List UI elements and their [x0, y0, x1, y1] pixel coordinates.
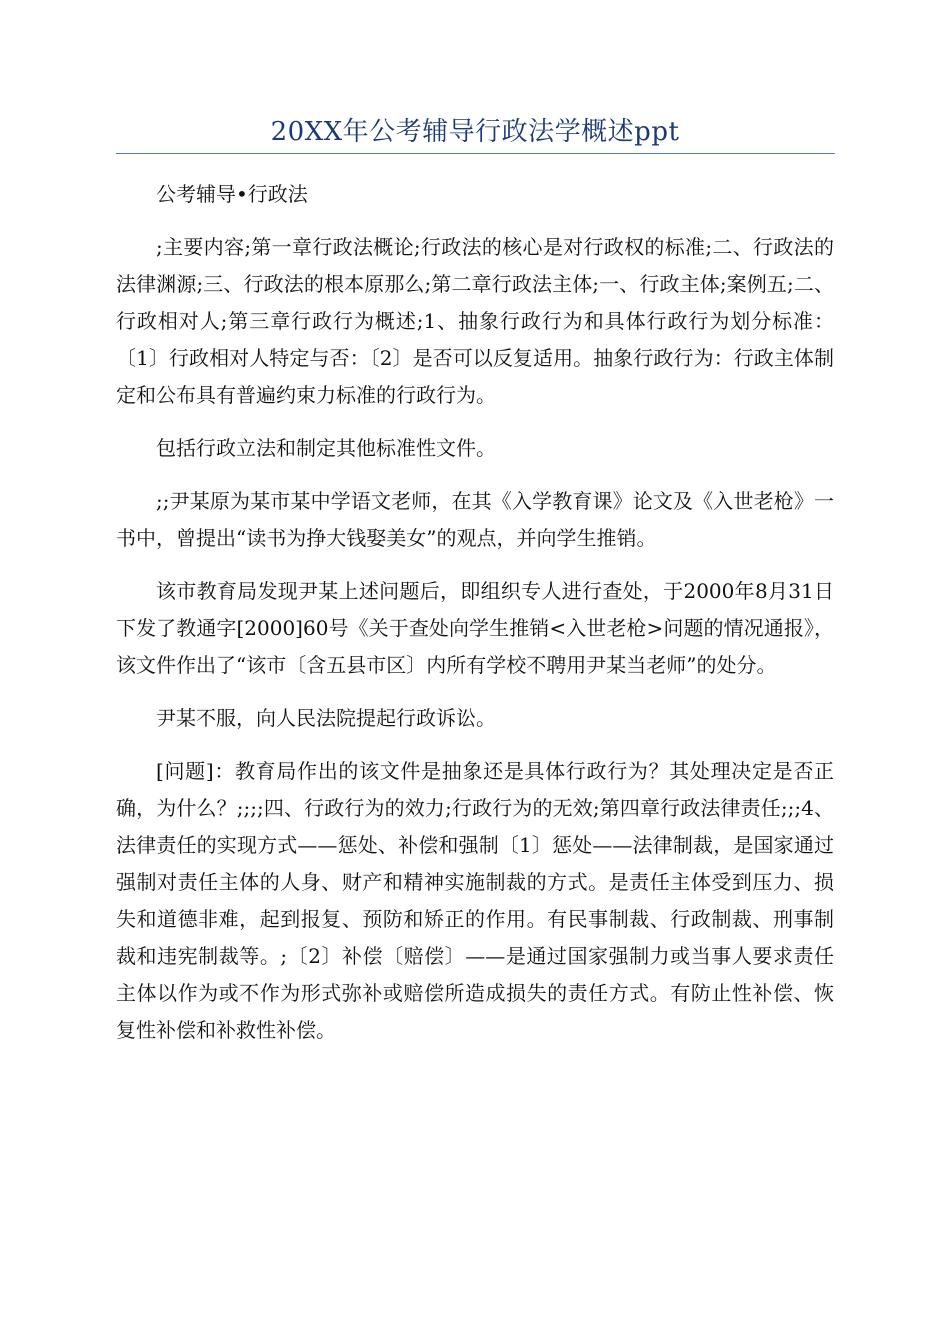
paragraph-lawsuit: 尹某不服，向人民法院提起行政诉讼。	[156, 706, 496, 730]
document-body	[116, 176, 834, 1065]
paragraph-case-background: ;;尹某原为某市某中学语文老师，在其《入学教育课》论文及《入世老枪》一书中，曾提出“读书为挣大钱娶美女”的观点，并向学生推销。	[116, 489, 834, 550]
paragraph-legislation: 包括行政立法和制定其他标准性文件。	[156, 436, 496, 460]
paragraph-subtitle: 公考辅导•行政法	[156, 182, 308, 206]
paragraph-main-content: ;主要内容;第一章行政法概论;行政法的核心是对行政权的标准;二、行政法的法律渊源;三、行政法的根本原那么;第二章行政法主体;一、行政主体;案例五;二、行政相对人;第三章行政行为概述;1、抽象行政行为和具体行政行为划分标准：〔1〕行政相对人特定与否：〔2〕是否可以反复适用。抽象行政行为：行政主体制定和公布具有普遍约束力标准的行政行为。	[116, 235, 834, 407]
title-underline	[116, 153, 835, 154]
document-title: 20XX年公考辅导行政法学概述ppt	[270, 117, 680, 147]
paragraph-question-and-liability: [问题]：教育局作出的该文件是抽象还是具体行政行为？其处理决定是否正确，为什么？;;;;四、行政行为的效力;行政行为的无效;第四章行政法律责任;;;4、法律责任的实现方式——惩处、补偿和强制〔1〕惩处——法律制裁，是国家通过强制对责任主体的人身、财产和精神实施制裁的方式。是责任主体受到压力、损失和道德非难，起到报复、预防和矫正的作用。有民事制裁、行政制裁、刑事制裁和违宪制裁等。;〔2〕补偿〔赔偿〕——是通过国家强制力或当事人要求责任主体以作为或不作为形式弥补或赔偿所造成损失的责任方式。有防止性补偿、恢复性补偿和补救性补偿。	[116, 759, 834, 1042]
paragraph-case-handling: 该市教育局发现尹某上述问题后，即组织专人进行查处，于2000年8月31日下发了教通字[2000]60号《关于查处向学生推销<入世老枪>问题的情况通报》，该文件作出了“该市〔含五县市区〕内所有学校不聘用尹某当老师”的处分。	[116, 579, 834, 677]
